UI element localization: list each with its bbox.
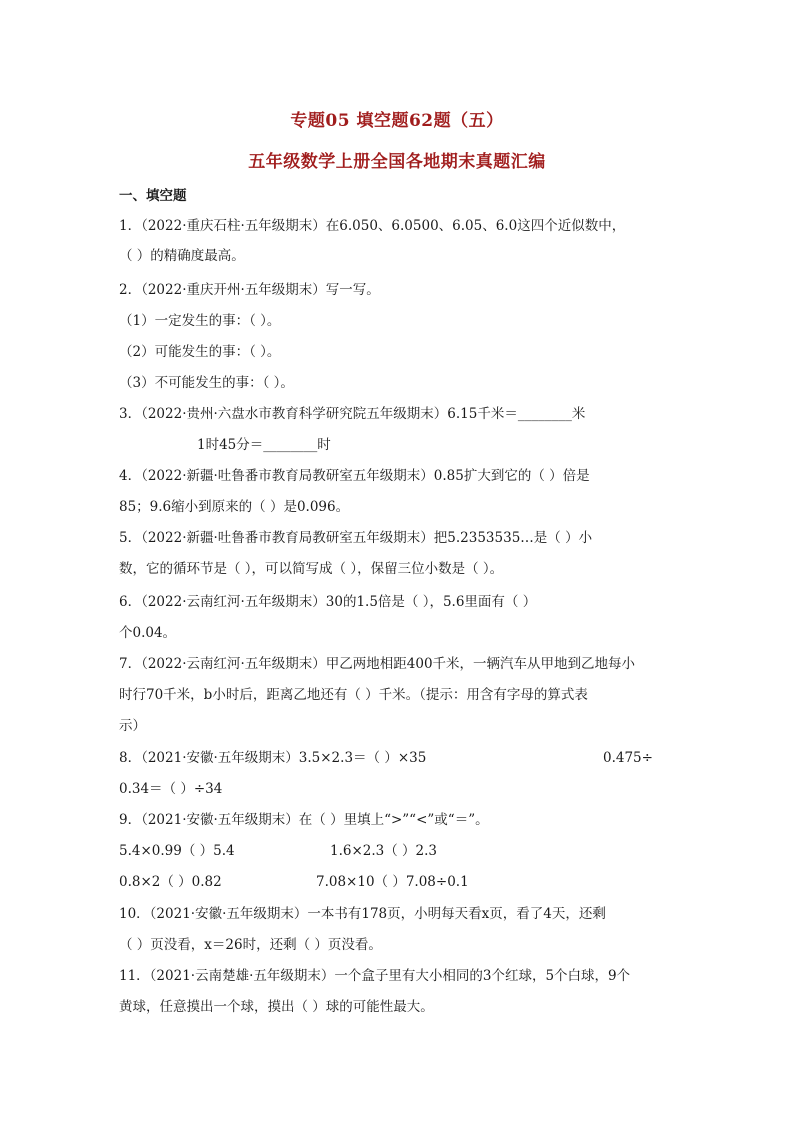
question-1-line-2: （ ）的精确度最高。 [119,248,245,264]
question-9-line-1: 9．（2021·安徽·五年级期末）在（ ）里填上“>”“<”或“＝”。 [119,812,489,828]
question-8-line-2: 0.34＝（ ）÷34 [119,781,223,797]
question-9-item-a: 5.4×0.99（ ）5.4 [119,843,235,859]
question-11-line-1: 11．（2021·云南楚雄·五年级期末）一个盒子里有大小相同的3个红球，5个白球，9个 [119,968,631,984]
question-11-line-2: 黄球，任意摸出一个球，摸出（ ）球的可能性最大。 [119,999,434,1015]
question-8-line-1: 8．（2021·安徽·五年级期末）3.5×2.3＝（ ）×35 [119,750,427,766]
question-3-line-1: 3．（2022·贵州·六盘水市教育科学研究院五年级期末）6.15千米＝________米 [119,406,586,422]
question-9-item-b: 1.6×2.3（ ）2.3 [330,843,438,859]
question-10-line-2: （ ）页没看，x＝26时，还剩（ ）页没看。 [119,937,382,953]
question-4-line-1: 4．（2022·新疆·吐鲁番市教育局教研室五年级期末）0.85扩大到它的（ ）倍是 [119,468,590,484]
document-subtitle: 五年级数学上册全国各地期末真题汇编 [248,152,546,172]
document-title: 专题05 填空题62题（五） [290,111,504,131]
question-4-line-2: 85；9.6缩小到原来的（ ）是0.096。 [119,499,350,515]
question-6-line-1: 6．（2022·云南红河·五年级期末）30的1.5倍是（ ），5.6里面有（ ） [119,594,537,610]
question-5-line-2: 数，它的循环节是（ ），可以简写成（ ），保留三位小数是（ ）。 [119,561,504,577]
question-7-line-1: 7．（2022·云南红河·五年级期末）甲乙两地相距400千米，一辆汽车从甲地到乙地每小 [119,656,636,672]
question-6-line-2: 个0.04。 [119,625,177,641]
question-1-line-1: 1．（2022·重庆石柱·五年级期末）在6.050、6.0500、6.05、6.0这四个近似数中， [119,218,626,234]
question-2-line-1: 2．（2022·重庆开州·五年级期末）写一写。 [119,282,380,298]
question-3-line-2: 1时45分＝________时 [197,437,331,453]
question-7-line-2: 时行70千米，b小时后，距离乙地还有（ ）千米。（提示：用含有字母的算式表 [119,687,588,703]
question-2-item-3: （3）不可能发生的事：（ ）。 [119,375,294,391]
question-2-item-2: （2）可能发生的事：（ ）。 [119,344,281,360]
question-7-line-3: 示） [119,718,146,734]
question-5-line-1: 5．（2022·新疆·吐鲁番市教育局教研室五年级期末）把5.2353535…是（ ）小 [119,530,593,546]
question-9-item-c: 0.8×2（ ）0.82 [119,874,222,890]
question-8-line-1-tail: 0.475÷ [603,750,653,766]
question-9-item-d: 7.08×10（ ）7.08÷0.1 [316,874,469,890]
question-2-item-1: （1）一定发生的事：（ ）。 [119,313,281,329]
question-10-line-1: 10．（2021·安徽·五年级期末）一本书有178页，小明每天看x页，看了4天，还剩 [119,906,606,922]
section-heading: 一、填空题 [119,188,187,204]
